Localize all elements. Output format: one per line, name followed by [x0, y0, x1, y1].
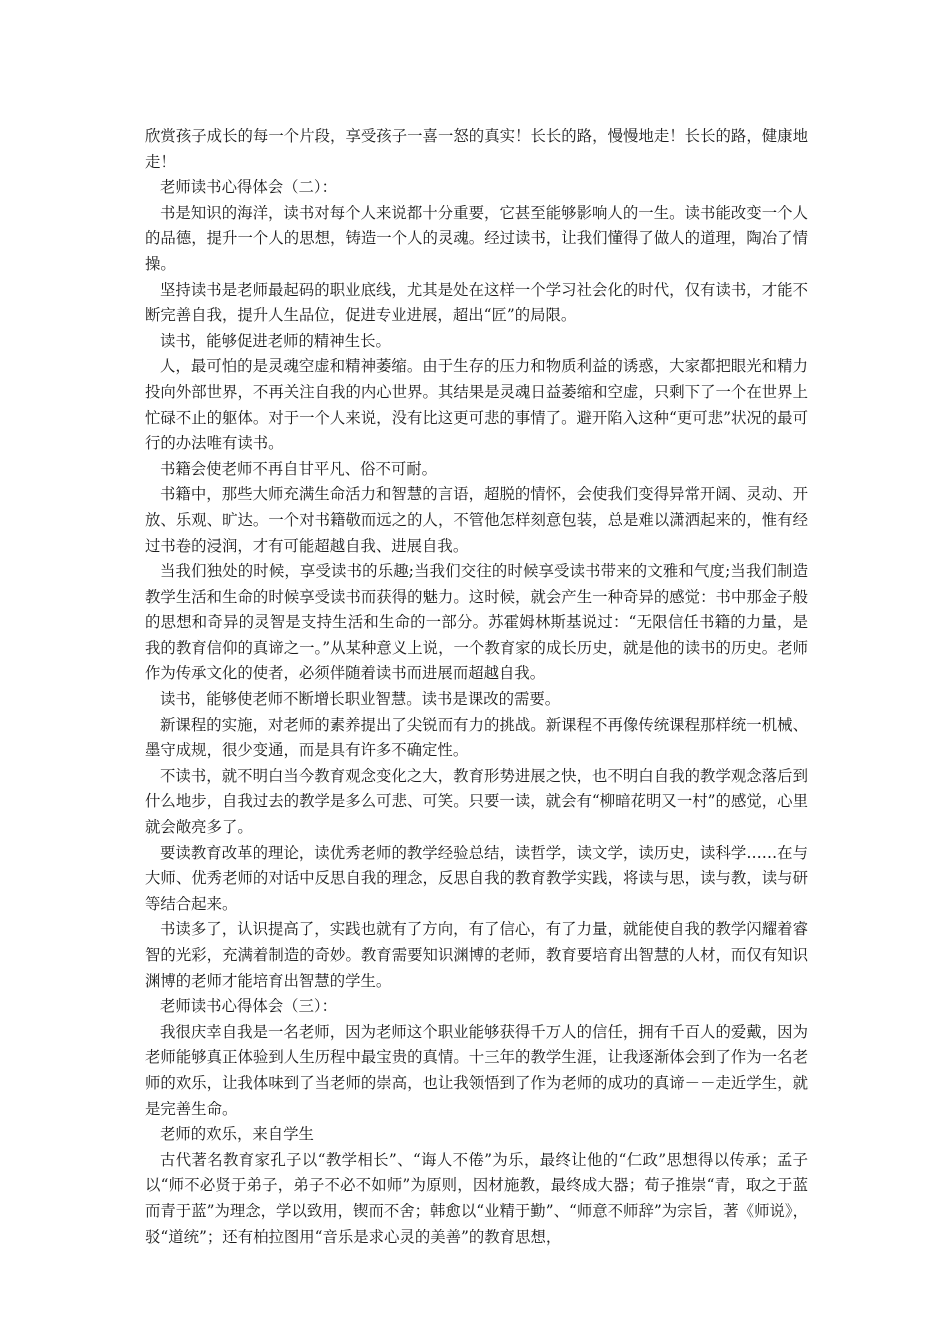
- paragraph: 书籍中，那些大师充满生命活力和智慧的言语，超脱的情怀，会使我们变得异常开阔、灵动、开放、乐观、旷达。一个对书籍敬而远之的人，不管他怎样刻意包装，总是难以潇洒起来的，惟有经过书卷的浸润，才有可能超越自我、进展自我。: [145, 485, 808, 555]
- paragraph: 书是知识的海洋，读书对每个人来说都十分重要，它甚至能够影响人的一生。读书能改变一个人的品德，提升一个人的思想，铸造一个人的灵魂。经过读书，让我们懂得了做人的道理，陶冶了情操。: [145, 203, 808, 273]
- paragraph: 我很庆幸自我是一名老师，因为老师这个职业能够获得千万人的信任，拥有千百人的爱戴，因为老师能够真正体验到人生历程中最宝贵的真情。十三年的教学生涯，让我逐渐体会到了作为一名老师的欢乐，让我体味到了当老师的崇高，也让我领悟到了作为老师的成功的真谛－－走近学生，就是完善生命。: [145, 1022, 808, 1118]
- paragraph: 不读书，就不明白当今教育观念变化之大，教育形势进展之快，也不明白自我的教学观念落后到什么地步，自我过去的教学是多么可悲、可笑。只要一读，就会有“柳暗花明又一村”的感觉，心里就会敞亮多了。: [145, 766, 808, 837]
- paragraph-subheading: 书籍会使老师不再自甘平凡、俗不可耐。: [160, 459, 438, 478]
- paragraph: 书读多了，认识提高了，实践也就有了方向，有了信心，有了力量，就能使自我的教学闪耀着睿智的光彩，充满着制造的奇妙。教育需要知识渊博的老师，教育要培育出智慧的人材，而仅有知识渊博的老师才能培育出智慧的学生。: [145, 920, 808, 990]
- paragraph: 坚持读书是老师最起码的职业底线，尤其是处在这样一个学习社会化的时代，仅有读书，才能不断完善自我，提升人生品位，促进专业进展，超出“匠”的局限。: [145, 280, 808, 325]
- paragraph-subheading: 读书，能够促进老师的精神生长。: [160, 331, 391, 350]
- document-body: [145, 124, 808, 1250]
- paragraph: 古代著名教育家孔子以“教学相长”、“诲人不倦”为乐，最终让他的“仁政”思想得以传承；孟子以“师不必贤于弟子，弟子不必不如师”为原则，因材施教，最终成大器；荀子推崇“青，取之于蓝而青于蓝”为理念，学以致用，锲而不舍；韩愈以“业精于勤”、“师意不师辞”为宗旨，著《师说》，驳“道统”；还有柏拉图用“音乐是求心灵的美善”的教育思想，: [145, 1150, 808, 1246]
- paragraph: 要读教育改革的理论，读优秀老师的教学经验总结，读哲学，读文学，读历史，读科学……在与大师、优秀老师的对话中反思自我的理念，反思自我的教育教学实践，将读与思，读与教，读与研等结合起来。: [145, 843, 808, 913]
- paragraph-continuation: 欣赏孩子成长的每一个片段，享受孩子一喜一怒的真实！长长的路，慢慢地走！长长的路，健康地走！: [145, 127, 808, 171]
- section-heading-2: 老师读书心得体会（二）：: [160, 178, 337, 197]
- paragraph: 人，最可怕的是灵魂空虚和精神萎缩。由于生存的压力和物质利益的诱惑，大家都把眼光和精力投向外部世界，不再关注自我的内心世界。其结果是灵魂日益萎缩和空虚，只剩下了一个在世界上忙碌不止的躯体。对于一个人来说，没有比这更可悲的事情了。避开陷入这种“更可悲”状况的最可行的办法唯有读书。: [145, 357, 808, 453]
- paragraph-subheading: 老师的欢乐，来自学生: [160, 1125, 314, 1144]
- paragraph-subheading: 读书，能够使老师不断增长职业智慧。读书是课改的需要。: [160, 690, 561, 709]
- section-heading-3: 老师读书心得体会（三）：: [160, 997, 337, 1016]
- paragraph: 新课程的实施，对老师的素养提出了尖锐而有力的挑战。新课程不再像传统课程那样统一机械、墨守成规，很少变通，而是具有许多不确定性。: [145, 715, 808, 760]
- paragraph: 当我们独处的时候，享受读书的乐趣;当我们交往的时候享受读书带来的文雅和气度;当我们制造教学生活和生命的时候享受读书而获得的魅力。这时候，就会产生一种奇异的感觉：书中那金子般的思想和奇异的灵智是支持生活和生命的一部分。苏霍姆林斯基说过：“无限信任书籍的力量，是我的教育信仰的真谛之一。”从某种意义上说，一个教育家的成长历史，就是他的读书的历史。老师作为传承文化的使者，必须伴随着读书而进展而超越自我。: [145, 562, 808, 683]
